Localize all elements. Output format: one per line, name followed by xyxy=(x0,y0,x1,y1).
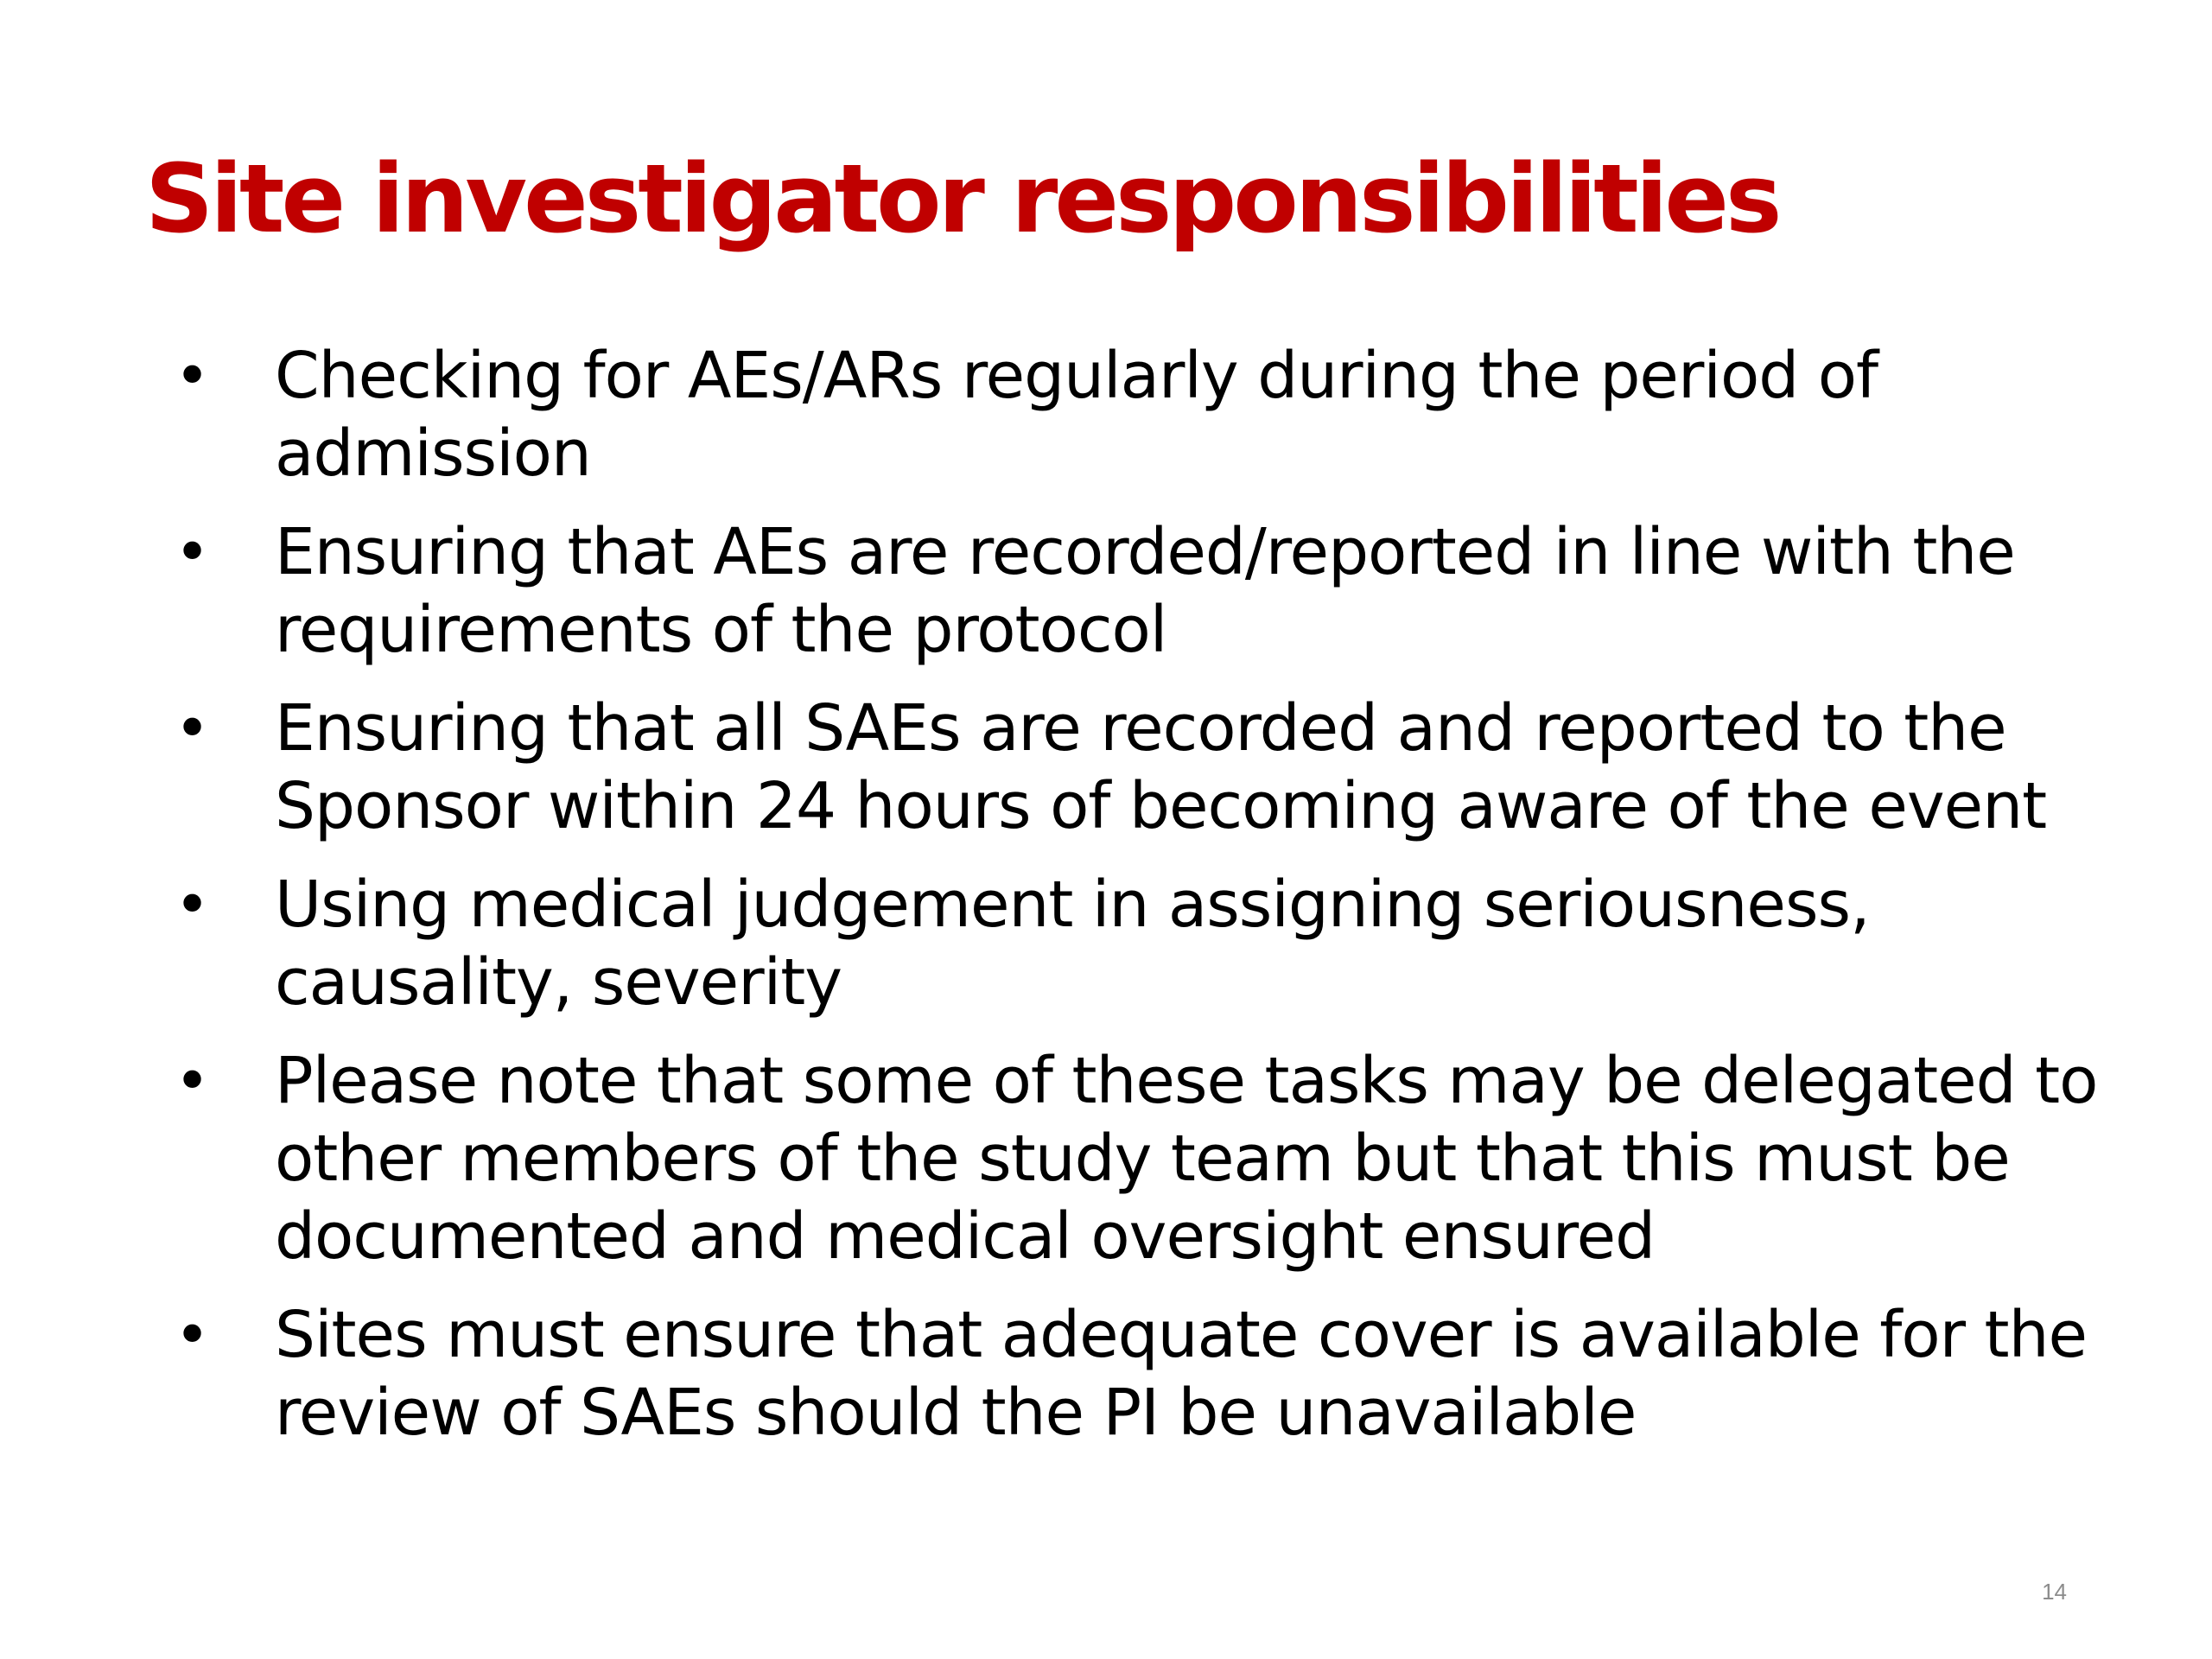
bullet-dot-icon: • xyxy=(174,340,210,411)
bullet-text: Using medical judgement in assigning seriousness, causality, severity xyxy=(275,868,1870,1020)
bullet-list xyxy=(145,337,2115,1472)
slide-title: Site investigator responsibilities xyxy=(145,143,1779,254)
bullet-dot-icon: • xyxy=(174,869,210,940)
bullet-item xyxy=(145,690,2115,845)
bullet-text: Ensuring that all SAEs are recorded and reported to the Sponsor within 24 hours of becoming aware of the event xyxy=(275,691,2047,843)
bullet-text: Checking for AEs/ARs regularly during the period of admission xyxy=(275,339,1878,491)
page-number: 14 xyxy=(2042,1579,2067,1605)
bullet-text: Sites must ensure that adequate cover is available for the review of SAEs should the PI be unavailable xyxy=(275,1298,2087,1450)
bullet-dot-icon: • xyxy=(174,1300,210,1370)
bullet-text: Ensuring that AEs are recorded/reported in line with the requirements of the protocol xyxy=(275,515,2015,667)
bullet-item xyxy=(145,1296,2115,1452)
bullet-item xyxy=(145,1042,2115,1275)
bullet-dot-icon: • xyxy=(174,517,210,588)
bullet-text: Please note that some of these tasks may be delegated to other members of the study team but that this must be documented and medical oversight ensured xyxy=(275,1044,2098,1274)
bullet-dot-icon: • xyxy=(174,1046,210,1116)
bullet-item xyxy=(145,513,2115,669)
bullet-item xyxy=(145,337,2115,493)
bullet-item xyxy=(145,866,2115,1021)
bullet-dot-icon: • xyxy=(174,693,210,764)
